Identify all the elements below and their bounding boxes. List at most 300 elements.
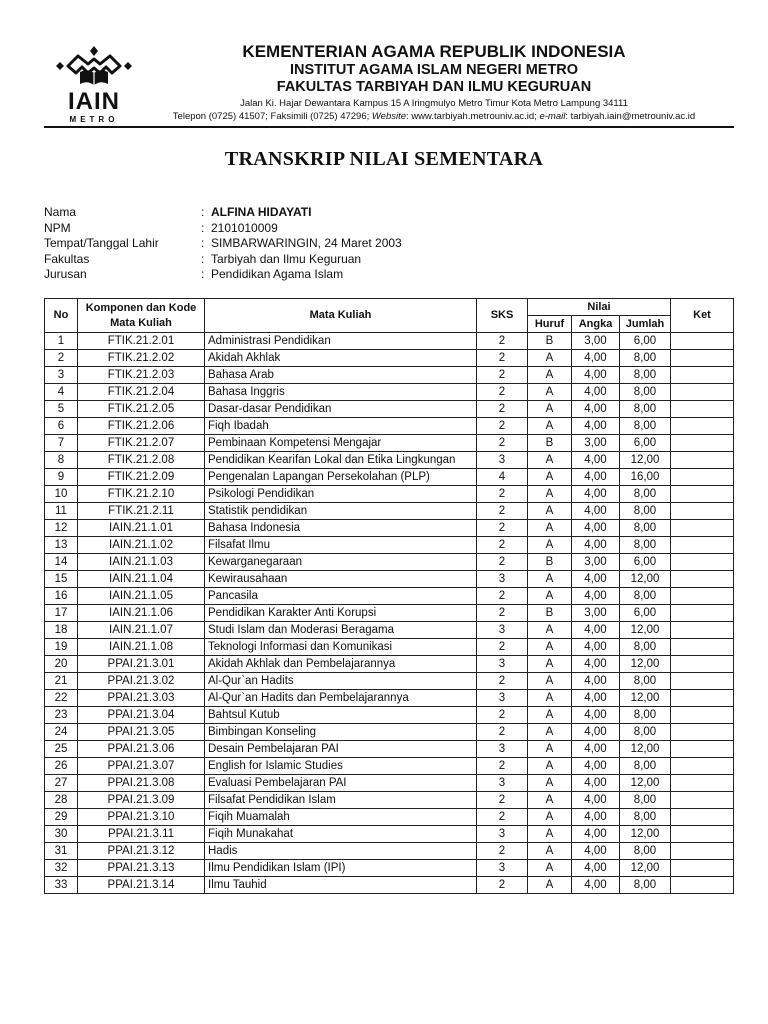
cell-sks: 3 — [477, 571, 528, 588]
cell-sks: 2 — [477, 639, 528, 656]
cell-sks: 2 — [477, 401, 528, 418]
grades-table-body — [45, 333, 734, 894]
cell-no: 23 — [45, 707, 78, 724]
cell-angka: 4,00 — [572, 843, 620, 860]
identity-value: Tarbiyah dan Ilmu Keguruan — [211, 251, 362, 266]
cell-jumlah: 12,00 — [620, 860, 671, 877]
cell-angka: 4,00 — [572, 350, 620, 367]
cell-sks: 3 — [477, 622, 528, 639]
cell-huruf: A — [528, 622, 572, 639]
cell-code: PPAI.21.3.04 — [78, 707, 205, 724]
cell-angka: 4,00 — [572, 469, 620, 486]
table-row — [45, 792, 734, 809]
table-row — [45, 554, 734, 571]
cell-course: Fiqh Ibadah — [205, 418, 477, 435]
cell-code: IAIN.21.1.07 — [78, 622, 205, 639]
table-row — [45, 503, 734, 520]
cell-no: 24 — [45, 724, 78, 741]
cell-course: Filsafat Pendidikan Islam — [205, 792, 477, 809]
cell-jumlah: 6,00 — [620, 435, 671, 452]
table-row — [45, 469, 734, 486]
cell-angka: 4,00 — [572, 741, 620, 758]
cell-angka: 4,00 — [572, 452, 620, 469]
cell-huruf: A — [528, 809, 572, 826]
cell-ket — [671, 826, 734, 843]
cell-sks: 2 — [477, 350, 528, 367]
cell-angka: 4,00 — [572, 673, 620, 690]
cell-sks: 2 — [477, 537, 528, 554]
cell-angka: 4,00 — [572, 486, 620, 503]
cell-jumlah: 12,00 — [620, 571, 671, 588]
cell-angka: 4,00 — [572, 775, 620, 792]
email-link[interactable]: : tarbiyah.iain@metrouniv.ac.id — [565, 111, 696, 122]
cell-no: 10 — [45, 486, 78, 503]
identity-separator: : — [201, 220, 205, 235]
cell-ket — [671, 758, 734, 775]
cell-sks: 2 — [477, 809, 528, 826]
cell-huruf: A — [528, 350, 572, 367]
cell-jumlah: 8,00 — [620, 792, 671, 809]
cell-jumlah: 12,00 — [620, 690, 671, 707]
cell-jumlah: 8,00 — [620, 758, 671, 775]
cell-no: 14 — [45, 554, 78, 571]
col-header-no: No — [45, 299, 78, 333]
cell-course: Teknologi Informasi dan Komunikasi — [205, 639, 477, 656]
table-row — [45, 826, 734, 843]
cell-huruf: A — [528, 775, 572, 792]
cell-no: 28 — [45, 792, 78, 809]
cell-sks: 3 — [477, 452, 528, 469]
table-row — [45, 758, 734, 775]
cell-code: IAIN.21.1.08 — [78, 639, 205, 656]
cell-sks: 2 — [477, 367, 528, 384]
cell-no: 16 — [45, 588, 78, 605]
cell-sks: 2 — [477, 707, 528, 724]
cell-code: FTIK.21.2.08 — [78, 452, 205, 469]
cell-angka: 3,00 — [572, 333, 620, 350]
identity-row — [44, 221, 734, 237]
cell-angka: 4,00 — [572, 401, 620, 418]
cell-no: 5 — [45, 401, 78, 418]
identity-separator: : — [201, 267, 205, 282]
cell-sks: 3 — [477, 860, 528, 877]
cell-angka: 4,00 — [572, 367, 620, 384]
table-row — [45, 401, 734, 418]
table-row — [45, 435, 734, 452]
identity-value: Pendidikan Agama Islam — [211, 267, 344, 282]
cell-no: 7 — [45, 435, 78, 452]
table-row — [45, 520, 734, 537]
table-row — [45, 724, 734, 741]
cell-angka: 4,00 — [572, 384, 620, 401]
cell-ket — [671, 656, 734, 673]
cell-jumlah: 8,00 — [620, 809, 671, 826]
cell-code: FTIK.21.2.06 — [78, 418, 205, 435]
cell-course: Pembinaan Kompetensi Mengajar — [205, 435, 477, 452]
cell-course: Statistik pendidikan — [205, 503, 477, 520]
cell-sks: 2 — [477, 333, 528, 350]
cell-course: Hadis — [205, 843, 477, 860]
cell-no: 32 — [45, 860, 78, 877]
cell-course: Kewarganegaraan — [205, 554, 477, 571]
table-row — [45, 690, 734, 707]
cell-code: FTIK.21.2.07 — [78, 435, 205, 452]
cell-course: Al-Qur`an Hadits — [205, 673, 477, 690]
cell-code: PPAI.21.3.09 — [78, 792, 205, 809]
cell-code: PPAI.21.3.11 — [78, 826, 205, 843]
cell-no: 33 — [45, 877, 78, 894]
table-row — [45, 384, 734, 401]
cell-jumlah: 8,00 — [620, 588, 671, 605]
institution-logo — [54, 42, 134, 126]
cell-jumlah: 8,00 — [620, 401, 671, 418]
table-row — [45, 486, 734, 503]
table-row — [45, 537, 734, 554]
cell-huruf: A — [528, 520, 572, 537]
cell-jumlah: 12,00 — [620, 775, 671, 792]
cell-angka: 4,00 — [572, 758, 620, 775]
table-row — [45, 588, 734, 605]
cell-ket — [671, 843, 734, 860]
col-header-sks: SKS — [477, 299, 528, 333]
cell-code: FTIK.21.2.04 — [78, 384, 205, 401]
identity-row — [44, 205, 734, 221]
cell-angka: 4,00 — [572, 690, 620, 707]
letterhead-divider — [44, 126, 734, 128]
cell-course: Bahasa Indonesia — [205, 520, 477, 537]
table-row — [45, 775, 734, 792]
cell-ket — [671, 860, 734, 877]
table-row — [45, 843, 734, 860]
cell-no: 8 — [45, 452, 78, 469]
cell-code: PPAI.21.3.13 — [78, 860, 205, 877]
ministry-name: KEMENTERIAN AGAMA REPUBLIK INDONESIA — [242, 42, 626, 61]
cell-code: PPAI.21.3.03 — [78, 690, 205, 707]
cell-jumlah: 12,00 — [620, 656, 671, 673]
cell-code: IAIN.21.1.01 — [78, 520, 205, 537]
cell-course: Fiqih Munakahat — [205, 826, 477, 843]
logo-wordmark: IAIN — [68, 88, 120, 115]
cell-angka: 3,00 — [572, 435, 620, 452]
cell-code: PPAI.21.3.14 — [78, 877, 205, 894]
cell-no: 20 — [45, 656, 78, 673]
cell-course: English for Islamic Studies — [205, 758, 477, 775]
cell-course: Desain Pembelajaran PAI — [205, 741, 477, 758]
cell-huruf: A — [528, 690, 572, 707]
identity-label: Nama — [44, 205, 77, 219]
cell-ket — [671, 690, 734, 707]
cell-ket — [671, 724, 734, 741]
cell-sks: 3 — [477, 775, 528, 792]
cell-code: PPAI.21.3.05 — [78, 724, 205, 741]
identity-label: Jurusan — [44, 267, 87, 282]
cell-ket — [671, 877, 734, 894]
cell-huruf: A — [528, 826, 572, 843]
table-row — [45, 741, 734, 758]
cell-code: PPAI.21.3.10 — [78, 809, 205, 826]
cell-code: FTIK.21.2.09 — [78, 469, 205, 486]
cell-jumlah: 8,00 — [620, 707, 671, 724]
cell-huruf: A — [528, 452, 572, 469]
cell-jumlah: 8,00 — [620, 673, 671, 690]
table-row — [45, 656, 734, 673]
cell-huruf: A — [528, 469, 572, 486]
cell-course: Dasar-dasar Pendidikan — [205, 401, 477, 418]
cell-huruf: A — [528, 486, 572, 503]
cell-no: 30 — [45, 826, 78, 843]
cell-sks: 2 — [477, 554, 528, 571]
cell-no: 9 — [45, 469, 78, 486]
table-row — [45, 673, 734, 690]
cell-angka: 3,00 — [572, 605, 620, 622]
cell-sks: 3 — [477, 826, 528, 843]
cell-ket — [671, 537, 734, 554]
cell-course: Filsafat Ilmu — [205, 537, 477, 554]
student-identity — [44, 205, 734, 283]
cell-huruf: A — [528, 792, 572, 809]
cell-ket — [671, 520, 734, 537]
cell-ket — [671, 401, 734, 418]
col-header-course: Mata Kuliah — [205, 299, 477, 333]
cell-sks: 3 — [477, 741, 528, 758]
cell-ket — [671, 350, 734, 367]
cell-sks: 2 — [477, 418, 528, 435]
table-row — [45, 452, 734, 469]
institute-name: INSTITUT AGAMA ISLAM NEGERI METRO — [289, 62, 579, 78]
identity-label: Tempat/Tanggal Lahir — [44, 236, 159, 251]
cell-no: 31 — [45, 843, 78, 860]
cell-sks: 2 — [477, 724, 528, 741]
cell-huruf: A — [528, 537, 572, 554]
col-header-angka: Angka — [572, 316, 620, 333]
cell-code: FTIK.21.2.05 — [78, 401, 205, 418]
cell-course: Pendidikan Kearifan Lokal dan Etika Lingkungan — [205, 452, 477, 469]
cell-no: 18 — [45, 622, 78, 639]
cell-ket — [671, 588, 734, 605]
table-row — [45, 605, 734, 622]
cell-huruf: A — [528, 656, 572, 673]
col-header-nilai: Nilai — [528, 299, 671, 316]
col-header-code: Komponen dan Kode Mata Kuliah — [78, 299, 205, 333]
table-row — [45, 333, 734, 350]
table-row — [45, 350, 734, 367]
cell-jumlah: 8,00 — [620, 520, 671, 537]
cell-jumlah: 8,00 — [620, 877, 671, 894]
cell-course: Bahasa Inggris — [205, 384, 477, 401]
cell-course: Bimbingan Konseling — [205, 724, 477, 741]
cell-no: 19 — [45, 639, 78, 656]
cell-huruf: A — [528, 673, 572, 690]
cell-ket — [671, 571, 734, 588]
website-link[interactable]: : www.tarbiyah.metrouniv.ac.id; — [406, 111, 537, 122]
cell-no: 12 — [45, 520, 78, 537]
cell-code: PPAI.21.3.12 — [78, 843, 205, 860]
cell-jumlah: 8,00 — [620, 724, 671, 741]
identity-row — [44, 252, 734, 268]
cell-ket — [671, 809, 734, 826]
identity-value: 2101010009 — [211, 220, 278, 235]
cell-huruf: A — [528, 401, 572, 418]
cell-code: IAIN.21.1.06 — [78, 605, 205, 622]
cell-angka: 3,00 — [572, 554, 620, 571]
cell-jumlah: 8,00 — [620, 503, 671, 520]
cell-sks: 3 — [477, 656, 528, 673]
cell-course: Al-Qur`an Hadits dan Pembelajarannya — [205, 690, 477, 707]
table-row — [45, 639, 734, 656]
cell-course: Ilmu Pendidikan Islam (IPI) — [205, 860, 477, 877]
cell-ket — [671, 639, 734, 656]
website-label: Website — [371, 111, 407, 122]
cell-huruf: A — [528, 367, 572, 384]
cell-angka: 4,00 — [572, 418, 620, 435]
cell-sks: 2 — [477, 792, 528, 809]
cell-no: 15 — [45, 571, 78, 588]
cell-sks: 2 — [477, 486, 528, 503]
cell-ket — [671, 503, 734, 520]
cell-ket — [671, 418, 734, 435]
cell-sks: 2 — [477, 503, 528, 520]
cell-code: FTIK.21.2.01 — [78, 333, 205, 350]
cell-ket — [671, 384, 734, 401]
cell-course: Ilmu Tauhid — [205, 877, 477, 894]
cell-no: 4 — [45, 384, 78, 401]
cell-huruf: B — [528, 435, 572, 452]
cell-huruf: A — [528, 571, 572, 588]
identity-row — [44, 236, 734, 252]
cell-ket — [671, 775, 734, 792]
cell-ket — [671, 367, 734, 384]
cell-course: Pendidikan Karakter Anti Korupsi — [205, 605, 477, 622]
cell-sks: 2 — [477, 877, 528, 894]
table-row — [45, 877, 734, 894]
cell-code: IAIN.21.1.03 — [78, 554, 205, 571]
cell-jumlah: 8,00 — [620, 843, 671, 860]
table-row — [45, 571, 734, 588]
cell-huruf: A — [528, 384, 572, 401]
cell-jumlah: 12,00 — [620, 622, 671, 639]
cell-no: 27 — [45, 775, 78, 792]
table-row — [45, 860, 734, 877]
table-row — [45, 809, 734, 826]
cell-ket — [671, 605, 734, 622]
cell-huruf: A — [528, 741, 572, 758]
cell-huruf: A — [528, 418, 572, 435]
cell-jumlah: 16,00 — [620, 469, 671, 486]
document-title: TRANSKRIP NILAI SEMENTARA — [224, 148, 544, 170]
email-label: e-mail — [539, 111, 566, 122]
cell-angka: 4,00 — [572, 860, 620, 877]
identity-separator: : — [201, 205, 205, 219]
cell-angka: 4,00 — [572, 520, 620, 537]
identity-label: Fakultas — [44, 251, 90, 266]
cell-jumlah: 8,00 — [620, 418, 671, 435]
cell-course: Studi Islam dan Moderasi Beragama — [205, 622, 477, 639]
cell-sks: 2 — [477, 520, 528, 537]
cell-code: FTIK.21.2.11 — [78, 503, 205, 520]
cell-ket — [671, 469, 734, 486]
identity-separator: : — [201, 236, 205, 251]
cell-course: Akidah Akhlak dan Pembelajarannya — [205, 656, 477, 673]
cell-jumlah: 8,00 — [620, 367, 671, 384]
cell-huruf: A — [528, 877, 572, 894]
cell-code: PPAI.21.3.02 — [78, 673, 205, 690]
cell-angka: 4,00 — [572, 503, 620, 520]
cell-angka: 4,00 — [572, 792, 620, 809]
cell-course: Evaluasi Pembelajaran PAI — [205, 775, 477, 792]
cell-huruf: A — [528, 503, 572, 520]
cell-angka: 4,00 — [572, 622, 620, 639]
identity-row — [44, 267, 734, 283]
cell-course: Kewirausahaan — [205, 571, 477, 588]
cell-huruf: A — [528, 860, 572, 877]
cell-sks: 2 — [477, 435, 528, 452]
cell-ket — [671, 452, 734, 469]
cell-course: Psikologi Pendidikan — [205, 486, 477, 503]
phone-fax: Telepon (0725) 41507; Faksimili (0725) 47296; — [172, 111, 370, 122]
cell-jumlah: 12,00 — [620, 452, 671, 469]
cell-no: 6 — [45, 418, 78, 435]
cell-sks: 2 — [477, 588, 528, 605]
address-line: Jalan Ki. Hajar Dewantara Kampus 15 A Iringmulyo Metro Timur Kota Metro Lampung 34111 — [240, 98, 628, 109]
grades-table — [44, 298, 734, 894]
cell-code: FTIK.21.2.10 — [78, 486, 205, 503]
table-row — [45, 367, 734, 384]
letterhead-text — [134, 42, 734, 123]
cell-code: IAIN.21.1.05 — [78, 588, 205, 605]
cell-sks: 3 — [477, 690, 528, 707]
cell-angka: 4,00 — [572, 826, 620, 843]
identity-value: SIMBARWARINGIN, 24 Maret 2003 — [211, 236, 402, 251]
cell-no: 2 — [45, 350, 78, 367]
cell-sks: 2 — [477, 673, 528, 690]
cell-no: 17 — [45, 605, 78, 622]
cell-jumlah: 8,00 — [620, 537, 671, 554]
cell-no: 25 — [45, 741, 78, 758]
cell-ket — [671, 792, 734, 809]
cell-no: 22 — [45, 690, 78, 707]
cell-code: FTIK.21.2.03 — [78, 367, 205, 384]
contact-line — [134, 110, 734, 123]
col-header-ket: Ket — [671, 299, 734, 333]
cell-huruf: A — [528, 758, 572, 775]
table-row — [45, 707, 734, 724]
cell-angka: 4,00 — [572, 877, 620, 894]
cell-jumlah: 6,00 — [620, 605, 671, 622]
cell-code: FTIK.21.2.02 — [78, 350, 205, 367]
cell-code: PPAI.21.3.07 — [78, 758, 205, 775]
cell-no: 21 — [45, 673, 78, 690]
table-row — [45, 418, 734, 435]
cell-huruf: B — [528, 333, 572, 350]
cell-no: 11 — [45, 503, 78, 520]
cell-code: PPAI.21.3.08 — [78, 775, 205, 792]
cell-sks: 2 — [477, 843, 528, 860]
cell-sks: 4 — [477, 469, 528, 486]
cell-angka: 4,00 — [572, 724, 620, 741]
cell-angka: 4,00 — [572, 809, 620, 826]
letterhead — [44, 38, 734, 128]
cell-ket — [671, 707, 734, 724]
cell-huruf: A — [528, 588, 572, 605]
cell-course: Pengenalan Lapangan Persekolahan (PLP) — [205, 469, 477, 486]
cell-no: 26 — [45, 758, 78, 775]
col-header-jumlah: Jumlah — [620, 316, 671, 333]
cell-angka: 4,00 — [572, 537, 620, 554]
cell-course: Bahasa Arab — [205, 367, 477, 384]
cell-no: 3 — [45, 367, 78, 384]
cell-no: 29 — [45, 809, 78, 826]
book-emblem-icon — [54, 42, 134, 92]
